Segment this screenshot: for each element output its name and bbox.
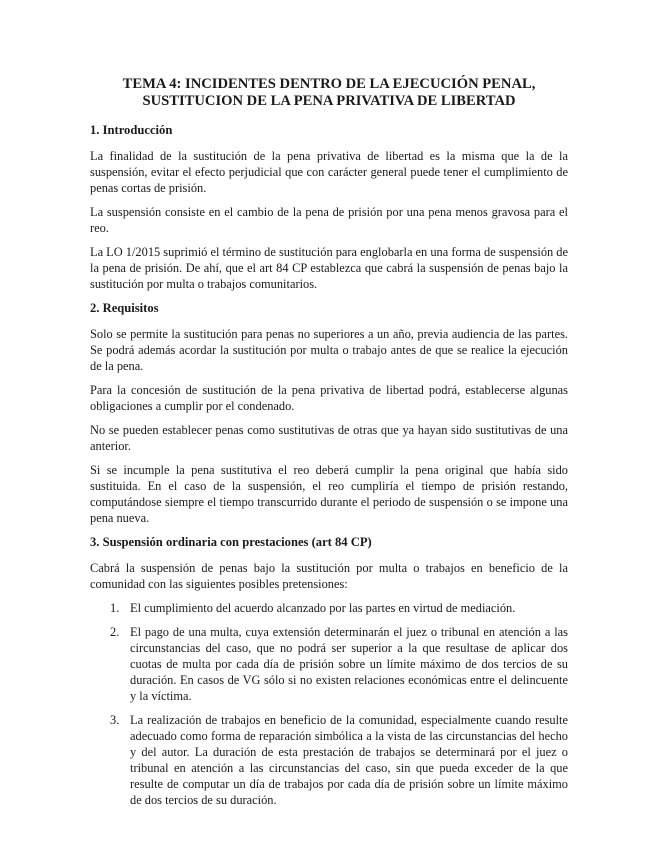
list-item-text: La realización de trabajos en beneficio de la comunidad, especialmente cuando resulte adecuado como forma de reparación simbólica a la vista de las circunstancias del hecho y del autor. La duración de esta prestación de trabajos se determinará por el juez o tribunal en atención a las circunstancias del caso, sin que pueda exceder de la que resulte de computar un día de trabajos por cada día de prisión sobre un límite máximo de dos tercios de su duración. — [130, 713, 568, 807]
list-item-number: 3. — [110, 713, 120, 727]
document-page — [90, 76, 568, 816]
section-requisitos — [90, 300, 568, 526]
paragraph: Cabrá la suspensión de penas bajo la sustitución por multa o trabajos en beneficio de la comunidad con las siguientes posibles pretensiones: — [90, 561, 568, 591]
document-title — [90, 76, 568, 110]
paragraph: Para la concesión de sustitución de la pena privativa de libertad podrá, establecerse algunas obligaciones a cumplir por el condenado. — [90, 383, 568, 413]
list-item-number: 1. — [110, 601, 120, 615]
paragraph: No se pueden establecer penas como sustitutivas de otras que ya hayan sido sustitutivas de una anterior. — [90, 423, 568, 453]
list-item — [90, 600, 568, 616]
list-item-number: 2. — [110, 625, 120, 639]
list-item — [90, 624, 568, 704]
section-heading: 2. Requisitos — [90, 301, 159, 315]
paragraph: La finalidad de la sustitución de la pena privativa de libertad es la misma que la de la suspensión, evitar el efecto perjudicial que con carácter general puede tener el cumplimiento de penas cortas de prisión. — [90, 149, 568, 195]
section-heading: 1. Introducción — [90, 123, 173, 137]
paragraph: La suspensión consiste en el cambio de la pena de prisión por una pena menos gravosa para el reo. — [90, 205, 568, 235]
title-line-1: TEMA 4: INCIDENTES DENTRO DE LA EJECUCIÓN PENAL, — [122, 76, 536, 92]
section-heading: 3. Suspensión ordinaria con prestaciones (art 84 CP) — [90, 535, 372, 549]
list-item-text: El pago de una multa, cuya extensión determinarán el juez o tribunal en atención a las circunstancias del caso, que no podrá ser superior a la que resultase de aplicar dos cuotas de multa por cada día de prisión sobre un límite máximo de dos tercios de su duración. En casos de VG sólo si no existen relaciones económicas entre el delincuente y la víctima. — [130, 625, 568, 703]
paragraph: Si se incumple la pena sustitutiva el reo deberá cumplir la pena original que había sido sustituida. En el caso de la suspensión, el reo cumpliría el tiempo de prisión restando, computándose siempre el tiempo transcurrido durante el periodo de suspensión o se impone una pena nueva. — [90, 463, 568, 525]
section-suspension-ordinaria — [90, 534, 568, 808]
paragraph: Solo se permite la sustitución para penas no superiores a un año, previa audiencia de las partes. Se podrá además acordar la sustitución por multa o trabajo antes de que se realice la ejecución de la pena. — [90, 327, 568, 373]
numbered-list — [90, 600, 568, 808]
list-item-text: El cumplimiento del acuerdo alcanzado por las partes en virtud de mediación. — [130, 601, 516, 615]
title-line-2: SUSTITUCION DE LA PENA PRIVATIVA DE LIBERTAD — [142, 93, 516, 109]
list-item — [90, 712, 568, 808]
section-introduccion — [90, 122, 568, 292]
paragraph: La LO 1/2015 suprimió el término de sustitución para englobarla en una forma de suspensión de la pena de prisión. De ahí, que el art 84 CP establezca que cabrá la suspensión de penas bajo la sustitución por multa o trabajos comunitarios. — [90, 245, 568, 291]
